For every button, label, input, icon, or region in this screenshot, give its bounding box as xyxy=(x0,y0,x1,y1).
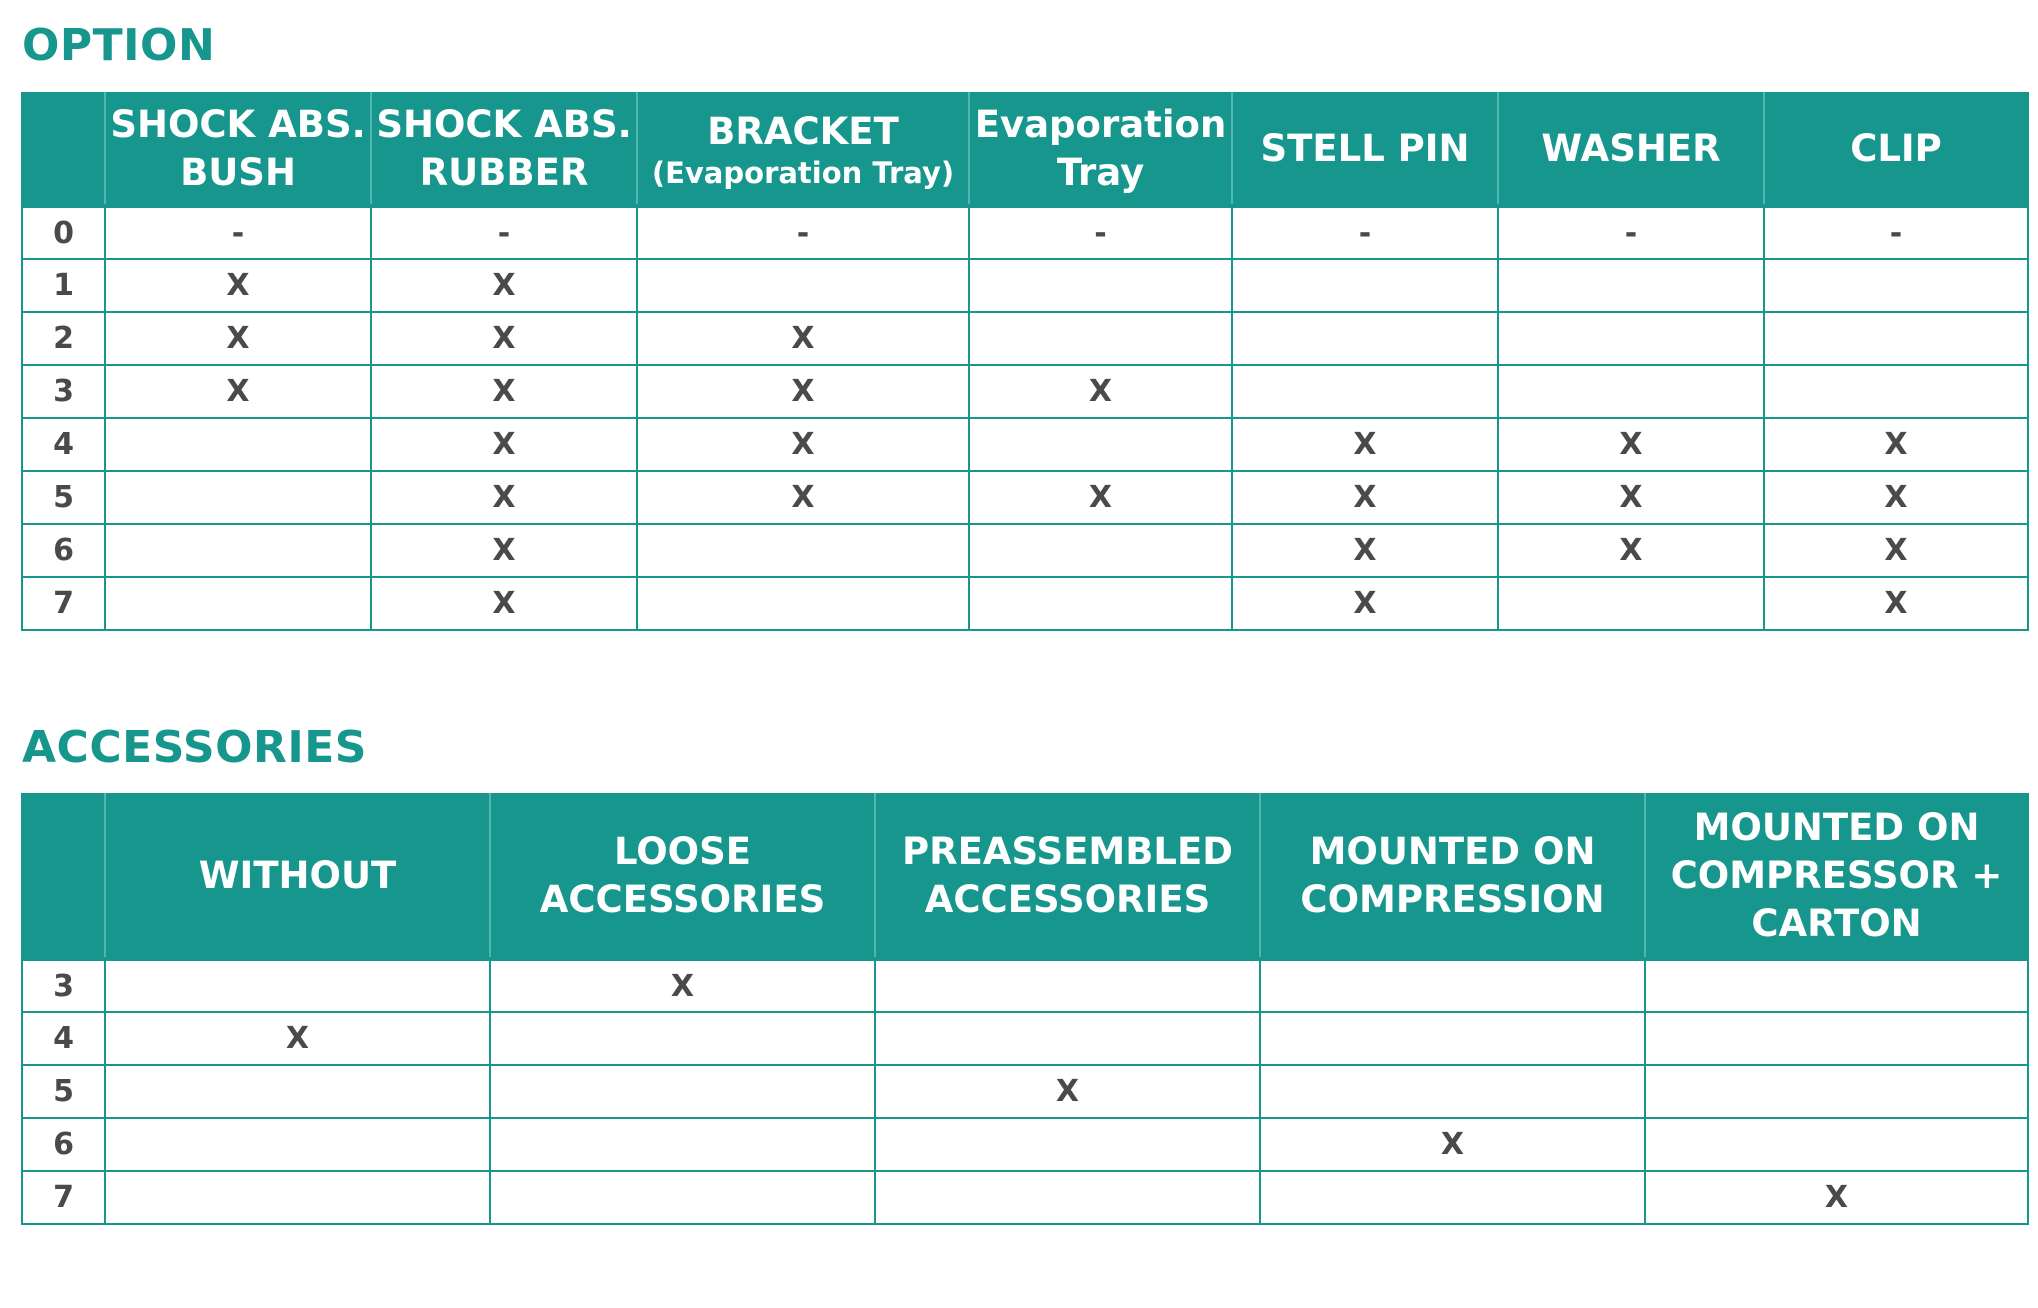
cell-washer: X xyxy=(1498,418,1764,471)
cell-mounted-on-compressor-carton xyxy=(1645,1065,2028,1118)
column-header-evaporation-tray xyxy=(969,93,1232,206)
cell-evaporation-tray xyxy=(969,259,1232,312)
cell-washer: - xyxy=(1498,206,1764,259)
cell-clip: X xyxy=(1764,524,2028,577)
table-row xyxy=(22,365,2028,418)
cell-stell-pin: X xyxy=(1232,524,1498,577)
cell-mounted-on-compressor-carton: X xyxy=(1645,1171,2028,1224)
accessories-section-title: ACCESSORIES xyxy=(22,722,367,773)
cell-without xyxy=(105,1118,490,1171)
row-number: 6 xyxy=(22,524,105,577)
cell-shock-abs-rubber: - xyxy=(371,206,637,259)
cell-shock-abs-bush: X xyxy=(105,365,371,418)
column-header-label: SHOCK ABS. BUSH xyxy=(110,102,366,194)
column-header-row-index xyxy=(22,93,105,206)
cell-stell-pin xyxy=(1232,312,1498,365)
cell-clip: X xyxy=(1764,577,2028,630)
table-row xyxy=(22,471,2028,524)
cell-washer xyxy=(1498,312,1764,365)
cell-stell-pin xyxy=(1232,259,1498,312)
column-header-label: MOUNTED ON COMPRESSOR + CARTON xyxy=(1670,805,2003,946)
cell-shock-abs-bush xyxy=(105,524,371,577)
cell-mounted-on-compression xyxy=(1260,1171,1645,1224)
column-header-shock-abs-rubber xyxy=(371,93,637,206)
cell-mounted-on-compressor-carton xyxy=(1645,1012,2028,1065)
row-number: 1 xyxy=(22,259,105,312)
cell-stell-pin: - xyxy=(1232,206,1498,259)
cell-shock-abs-rubber: X xyxy=(371,471,637,524)
header-row xyxy=(22,93,2028,206)
cell-stell-pin: X xyxy=(1232,418,1498,471)
cell-preassembled-accessories xyxy=(875,959,1260,1012)
row-number: 0 xyxy=(22,206,105,259)
row-number: 7 xyxy=(22,1171,105,1224)
cell-stell-pin: X xyxy=(1232,471,1498,524)
cell-mounted-on-compression xyxy=(1260,1065,1645,1118)
cell-evaporation-tray: X xyxy=(969,471,1232,524)
cell-washer: X xyxy=(1498,524,1764,577)
column-header-loose-accessories xyxy=(490,794,875,959)
cell-clip: - xyxy=(1764,206,2028,259)
table-row xyxy=(22,206,2028,259)
cell-evaporation-tray: - xyxy=(969,206,1232,259)
cell-bracket: X xyxy=(637,471,969,524)
cell-shock-abs-bush: X xyxy=(105,259,371,312)
cell-shock-abs-rubber: X xyxy=(371,524,637,577)
column-header-label: BRACKET xyxy=(707,109,899,153)
cell-stell-pin: X xyxy=(1232,577,1498,630)
cell-without xyxy=(105,1171,490,1224)
cell-loose-accessories: X xyxy=(490,959,875,1012)
cell-mounted-on-compressor-carton xyxy=(1645,1118,2028,1171)
header-row xyxy=(22,794,2028,959)
column-header-label: STELL PIN xyxy=(1260,126,1470,170)
cell-clip xyxy=(1764,312,2028,365)
column-header-label: LOOSE ACCESSORIES xyxy=(539,829,826,921)
column-header-shock-abs-bush xyxy=(105,93,371,206)
column-header-label: MOUNTED ON COMPRESSION xyxy=(1300,829,1605,921)
row-number: 4 xyxy=(22,1012,105,1065)
column-header-sublabel: (Evaporation Tray) xyxy=(651,155,955,190)
column-header-mounted-on-compressor-carton xyxy=(1645,794,2028,959)
row-number: 5 xyxy=(22,1065,105,1118)
cell-evaporation-tray xyxy=(969,524,1232,577)
row-number: 2 xyxy=(22,312,105,365)
table-row xyxy=(22,312,2028,365)
column-header-washer xyxy=(1498,93,1764,206)
column-header-label: WITHOUT xyxy=(198,853,397,897)
column-header-bracket xyxy=(637,93,969,206)
cell-preassembled-accessories xyxy=(875,1171,1260,1224)
cell-shock-abs-bush xyxy=(105,471,371,524)
cell-mounted-on-compression xyxy=(1260,959,1645,1012)
table-row xyxy=(22,418,2028,471)
cell-bracket: X xyxy=(637,312,969,365)
cell-stell-pin xyxy=(1232,365,1498,418)
option-section-title: OPTION xyxy=(22,20,216,71)
table-row xyxy=(22,1065,2028,1118)
column-header-without xyxy=(105,794,490,959)
cell-shock-abs-rubber: X xyxy=(371,577,637,630)
table-row xyxy=(22,259,2028,312)
table-row xyxy=(22,577,2028,630)
cell-evaporation-tray xyxy=(969,418,1232,471)
column-header-label: Evaporation Tray xyxy=(974,102,1227,194)
cell-bracket xyxy=(637,577,969,630)
cell-bracket xyxy=(637,524,969,577)
cell-shock-abs-bush xyxy=(105,577,371,630)
cell-bracket: - xyxy=(637,206,969,259)
cell-washer: X xyxy=(1498,471,1764,524)
row-number: 7 xyxy=(22,577,105,630)
cell-loose-accessories xyxy=(490,1012,875,1065)
cell-bracket xyxy=(637,259,969,312)
row-number: 4 xyxy=(22,418,105,471)
cell-loose-accessories xyxy=(490,1118,875,1171)
column-header-label: SHOCK ABS. RUBBER xyxy=(376,102,632,194)
cell-clip xyxy=(1764,259,2028,312)
cell-washer xyxy=(1498,365,1764,418)
cell-clip: X xyxy=(1764,418,2028,471)
cell-washer xyxy=(1498,259,1764,312)
table-row xyxy=(22,1012,2028,1065)
option-table xyxy=(21,92,2029,631)
cell-shock-abs-rubber: X xyxy=(371,365,637,418)
column-header-clip xyxy=(1764,93,2028,206)
cell-loose-accessories xyxy=(490,1171,875,1224)
cell-bracket: X xyxy=(637,365,969,418)
cell-without: X xyxy=(105,1012,490,1065)
cell-clip: X xyxy=(1764,471,2028,524)
table-row xyxy=(22,524,2028,577)
column-header-label: CLIP xyxy=(1850,126,1942,170)
cell-preassembled-accessories: X xyxy=(875,1065,1260,1118)
cell-shock-abs-rubber: X xyxy=(371,418,637,471)
cell-loose-accessories xyxy=(490,1065,875,1118)
cell-bracket: X xyxy=(637,418,969,471)
cell-evaporation-tray xyxy=(969,577,1232,630)
cell-shock-abs-rubber: X xyxy=(371,312,637,365)
cell-mounted-on-compressor-carton xyxy=(1645,959,2028,1012)
table-row xyxy=(22,1118,2028,1171)
cell-evaporation-tray: X xyxy=(969,365,1232,418)
column-header-label: PREASSEMBLED ACCESSORIES xyxy=(901,829,1233,921)
cell-without xyxy=(105,1065,490,1118)
cell-shock-abs-rubber: X xyxy=(371,259,637,312)
cell-shock-abs-bush xyxy=(105,418,371,471)
column-header-stell-pin xyxy=(1232,93,1498,206)
cell-without xyxy=(105,959,490,1012)
column-header-preassembled-accessories xyxy=(875,794,1260,959)
cell-washer xyxy=(1498,577,1764,630)
row-number: 3 xyxy=(22,959,105,1012)
cell-clip xyxy=(1764,365,2028,418)
cell-mounted-on-compression xyxy=(1260,1012,1645,1065)
cell-shock-abs-bush: X xyxy=(105,312,371,365)
accessories-table xyxy=(21,793,2029,1225)
column-header-mounted-on-compression xyxy=(1260,794,1645,959)
table-row xyxy=(22,1171,2028,1224)
cell-evaporation-tray xyxy=(969,312,1232,365)
row-number: 6 xyxy=(22,1118,105,1171)
cell-mounted-on-compression: X xyxy=(1260,1118,1645,1171)
cell-preassembled-accessories xyxy=(875,1118,1260,1171)
column-header-label: WASHER xyxy=(1541,126,1721,170)
row-number: 5 xyxy=(22,471,105,524)
table-row xyxy=(22,959,2028,1012)
cell-preassembled-accessories xyxy=(875,1012,1260,1065)
cell-shock-abs-bush: - xyxy=(105,206,371,259)
row-number: 3 xyxy=(22,365,105,418)
column-header-row-index xyxy=(22,794,105,959)
